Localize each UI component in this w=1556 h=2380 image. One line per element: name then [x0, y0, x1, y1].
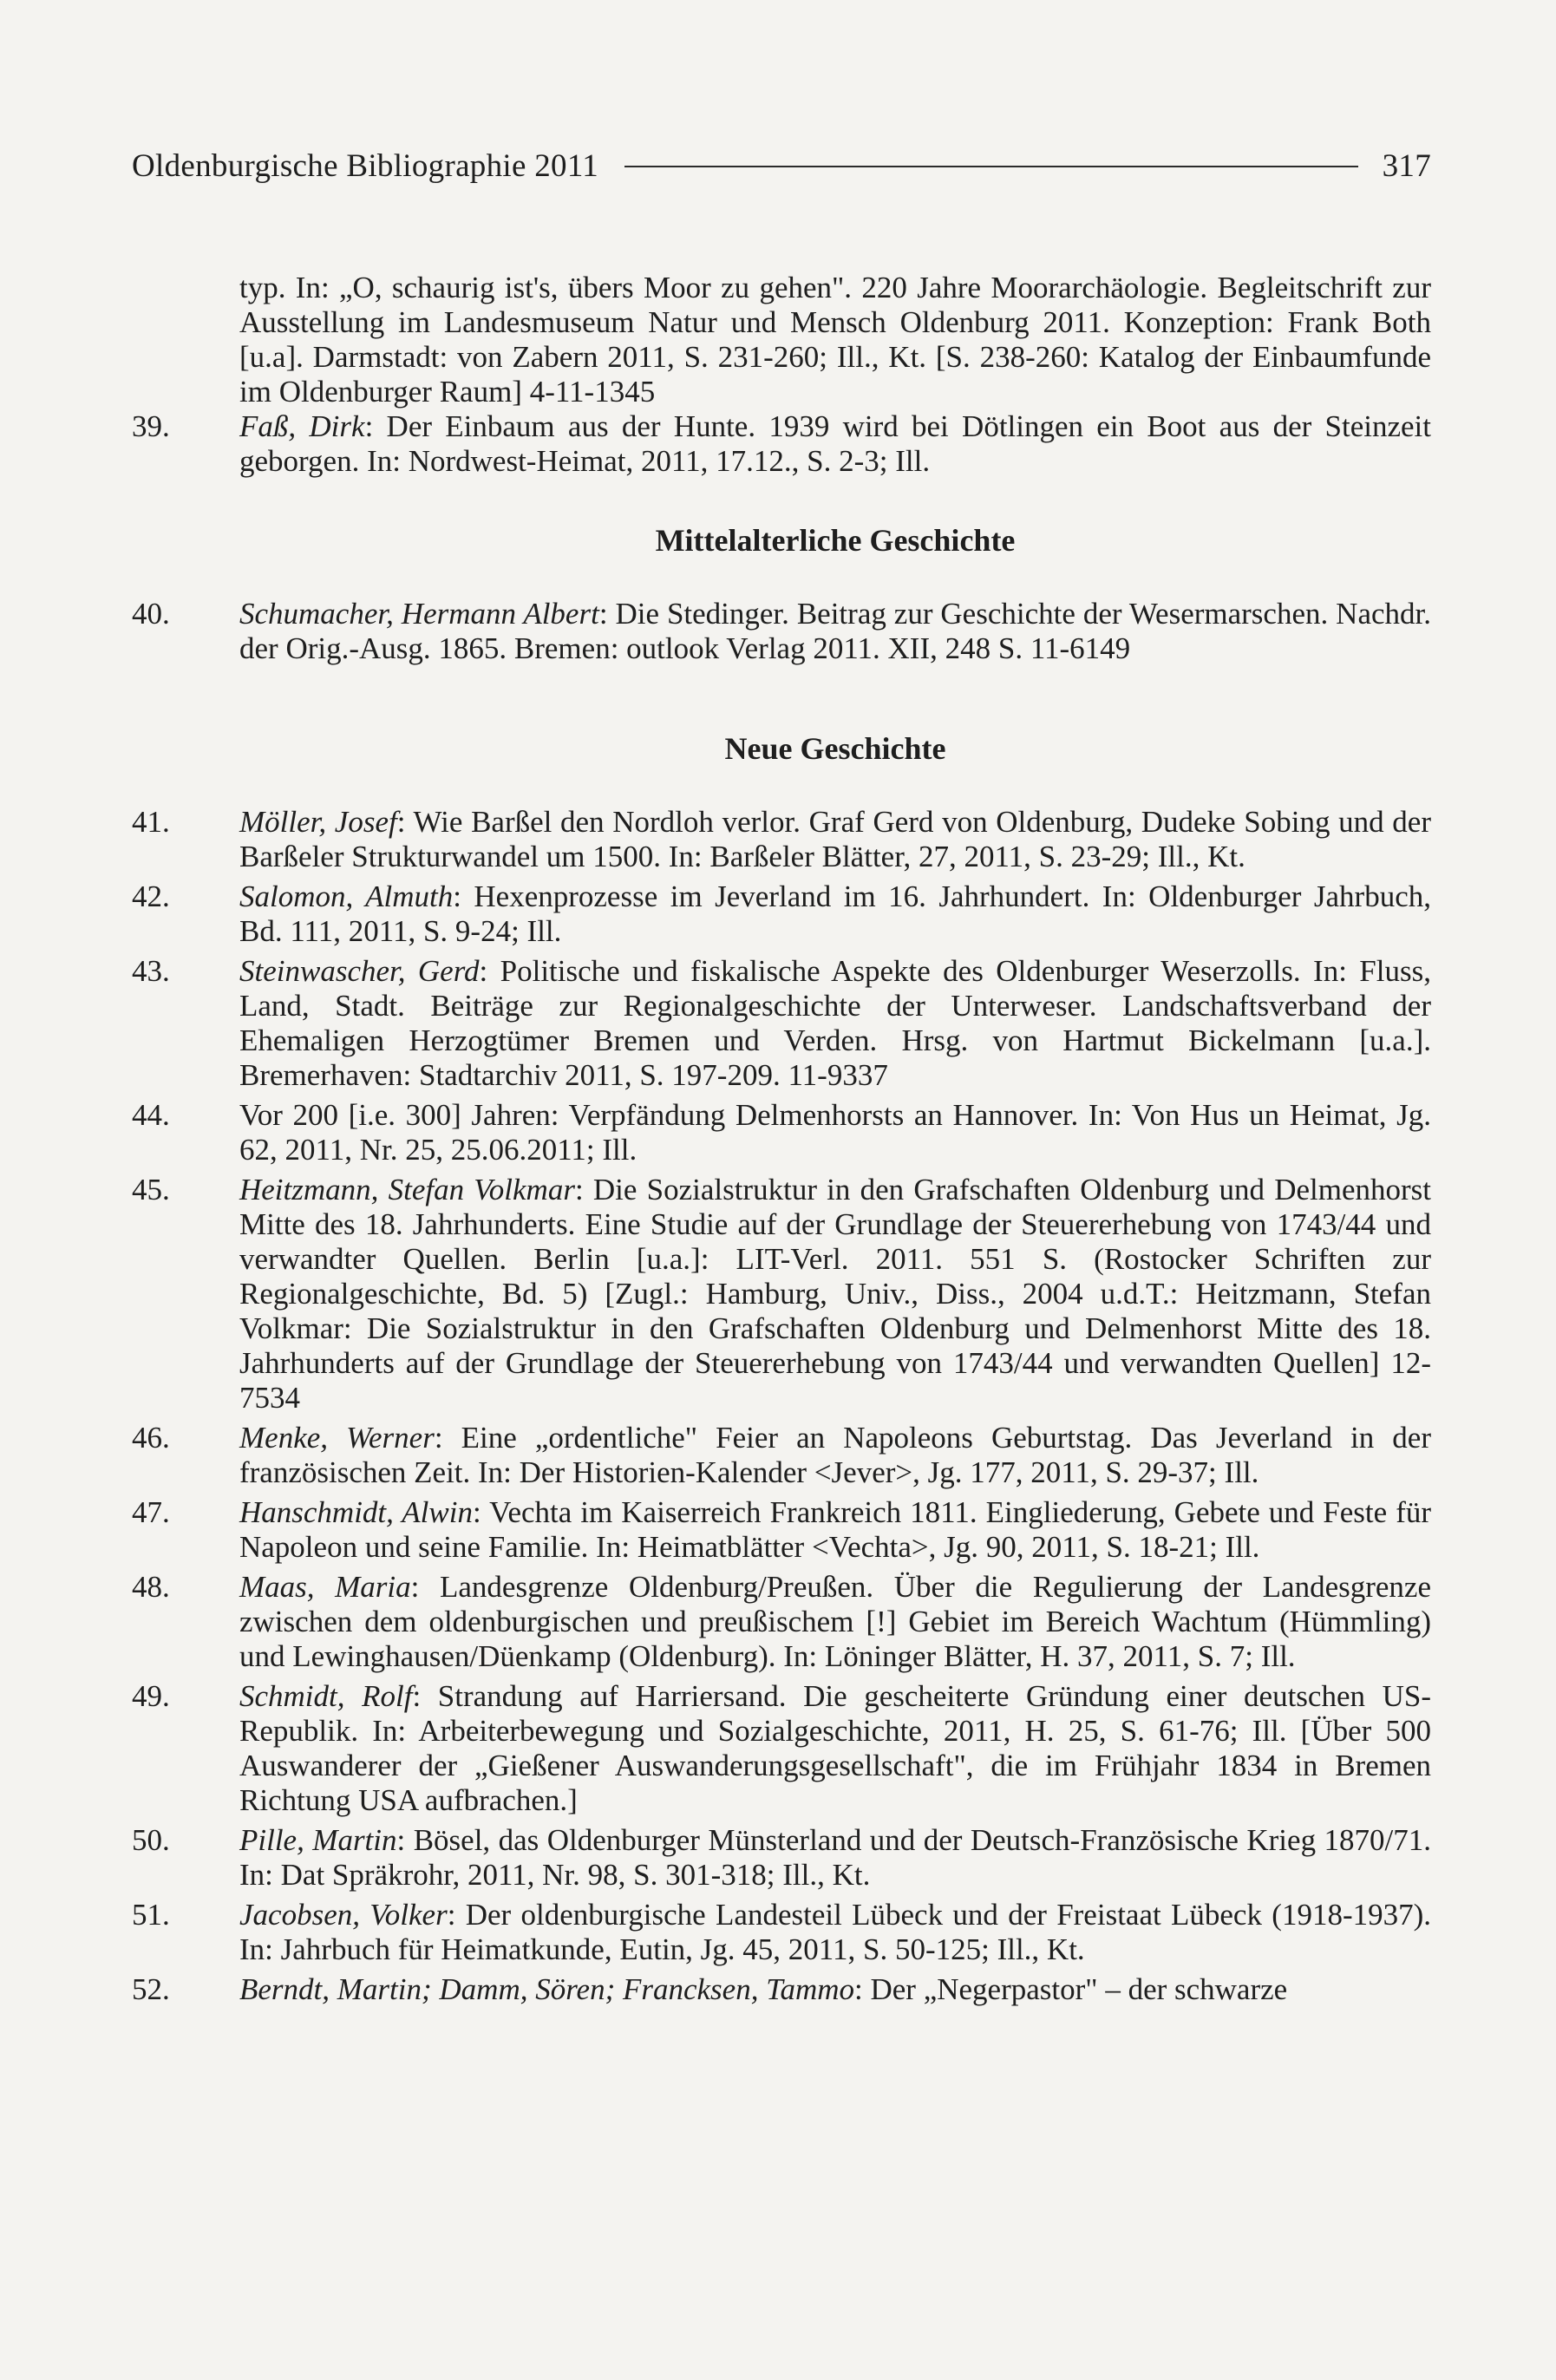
entry-text: : Landesgrenze Oldenburg/Preußen. Über die Regulierung der Landesgrenze zwischen dem oldenburgischen und preußischem [!] Gebiet im Bereich Wachtum (Hümmling) und Lewinghausen/Düenkamp (Oldenburg). In: Löninger Blätter, H. 37, 2011, S. 7; Ill.	[239, 1570, 1431, 1673]
bibliography-entry	[132, 1421, 1431, 1490]
entry-text: : Bösel, das Oldenburger Münsterland und der Deutsch-Französische Krieg 1870/71. In: Dat Spräkrohr, 2011, Nr. 98, S. 301-318; Ill., Kt.	[239, 1823, 1431, 1892]
entry-author: Möller, Josef	[239, 805, 397, 839]
entry-text: : Der oldenburgische Landesteil Lübeck und der Freistaat Lübeck (1918-1937). In: Jahrbuch für Heimatkunde, Eutin, Jg. 45, 2011, S. 50-125; Ill., Kt.	[239, 1898, 1431, 1966]
entry-number: 45.	[132, 1173, 170, 1206]
header-rule	[624, 166, 1358, 167]
entry-text: : Der Einbaum aus der Hunte. 1939 wird bei Dötlingen ein Boot aus der Steinzeit geborgen. In: Nordwest-Heimat, 2011, 17.12., S. 2-3; Ill.	[239, 409, 1431, 478]
entry-body	[239, 954, 1431, 1093]
bibliography-entry	[132, 805, 1431, 874]
entry-text: : Wie Barßel den Nordloh verlor. Graf Gerd von Oldenburg, Dudeke Sobing und der Barßeler Strukturwandel um 1500. In: Barßeler Blätter, 27, 2011, S. 23-29; Ill., Kt.	[239, 805, 1432, 873]
entry-body	[239, 1679, 1431, 1818]
bibliography-content	[132, 271, 1431, 2007]
continuation-entry	[132, 271, 1431, 409]
entry-number: 51.	[132, 1898, 170, 1932]
bibliography-entry	[132, 1823, 1431, 1893]
bibliography-entry	[132, 1972, 1431, 2007]
entry-number: 42.	[132, 879, 170, 913]
entry-text: : Hexenprozesse im Jeverland im 16. Jahrhundert. In: Oldenburger Jahrbuch, Bd. 111, 2011, S. 9-24; Ill.	[239, 879, 1431, 948]
bibliography-entry	[132, 1570, 1431, 1674]
entry-number: 50.	[132, 1823, 170, 1857]
entry-body	[239, 805, 1431, 874]
page-number: 317	[1382, 148, 1431, 184]
bibliography-entry	[132, 1898, 1431, 1967]
entry-text: Vor 200 [i.e. 300] Jahren: Verpfändung Delmenhorsts an Hannover. In: Von Hus un Heimat, Jg. 62, 2011, Nr. 25, 25.06.2011; Ill.	[239, 1098, 1431, 1167]
entry-body	[239, 1098, 1431, 1167]
entry-author: Salomon, Almuth	[239, 879, 454, 913]
entry-body	[239, 1823, 1431, 1893]
entry-number: 39.	[132, 409, 170, 443]
entry-author: Faß, Dirk	[239, 409, 365, 443]
entry-author: Maas, Maria	[239, 1570, 411, 1604]
entry-number: 52.	[132, 1972, 170, 2006]
bibliography-entry	[132, 954, 1431, 1093]
entry-body	[239, 1972, 1431, 2007]
bibliography-entry	[132, 597, 1431, 666]
entry-author: Pille, Martin	[239, 1823, 397, 1857]
entry-text: : Vechta im Kaiserreich Frankreich 1811. Eingliederung, Gebete und Feste für Napoleon und seine Familie. In: Heimatblätter <Vechta>, Jg. 90, 2011, S. 18-21; Ill.	[239, 1495, 1432, 1564]
entry-text: : Die Stedinger. Beitrag zur Geschichte der Wesermarschen. Nachdr. der Orig.-Ausg. 1865. Bremen: outlook Verlag 2011. XII, 248 S. 11-6149	[239, 597, 1432, 665]
entry-author: Schmidt, Rolf	[239, 1679, 413, 1713]
entry-body	[239, 1570, 1431, 1674]
bibliography-entry	[132, 1495, 1431, 1565]
bibliography-entry	[132, 1679, 1431, 1818]
entry-author: Heitzmann, Stefan Volkmar	[239, 1173, 575, 1206]
entry-text: typ. In: „O, schaurig ist's, übers Moor zu gehen". 220 Jahre Moorarchäologie. Begleitschrift zur Ausstellung im Landesmuseum Natur und Mensch Oldenburg 2011. Konzeption: Frank Both [u.a]. Darmstadt: von Zabern 2011, S. 231-260; Ill., Kt. [S. 238-260: Katalog der Einbaumfunde im Oldenburger Raum] 4-11-1345	[239, 271, 1431, 409]
section-heading: Neue Geschichte	[724, 731, 946, 766]
entry-author: Hanschmidt, Alwin	[239, 1495, 473, 1529]
entry-number	[132, 271, 239, 409]
entry-author: Berndt, Martin; Damm, Sören; Francksen, Tammo	[239, 1972, 855, 2006]
entry-body	[239, 1421, 1431, 1490]
entry-body	[239, 409, 1431, 479]
entry-author: Schumacher, Hermann Albert	[239, 597, 599, 631]
bibliography-entry	[132, 879, 1431, 949]
entry-body	[239, 1495, 1431, 1565]
bibliography-entry	[132, 409, 1431, 479]
entry-body	[239, 597, 1431, 666]
entry-number: 44.	[132, 1098, 170, 1132]
entry-author: Jacobsen, Volker	[239, 1898, 448, 1932]
running-title: Oldenburgische Bibliographie 2011	[132, 148, 599, 184]
bibliography-entry	[132, 1173, 1431, 1416]
entry-text: : Eine „ordentliche" Feier an Napoleons Geburtstag. Das Jeverland in der französischen Zeit. In: Der Historien-Kalender <Jever>, Jg. 177, 2011, S. 29-37; Ill.	[239, 1421, 1431, 1489]
page-header	[132, 147, 1431, 185]
entry-number: 43.	[132, 954, 170, 988]
entry-number: 49.	[132, 1679, 170, 1713]
entry-text: : Strandung auf Harriersand. Die gescheiterte Gründung einer deutschen US-Republik. In: Arbeiterbewegung und Sozialgeschichte, 2011, H. 25, S. 61-76; Ill. [Über 500 Auswanderer der „Gießener Auswanderungsgesellschaft", die im Frühjahr 1834 in Bremen Richtung USA aufbrachen.]	[239, 1679, 1431, 1817]
entry-text: : Die Sozialstruktur in den Grafschaften Oldenburg und Delmenhorst Mitte des 18. Jahrhunderts. Eine Studie auf der Grundlage der Steuererhebung von 1743/44 und verwandter Quellen. Berlin [u.a.]: LIT-Verl. 2011. 551 S. (Rostocker Schriften zur Regionalgeschichte, Bd. 5) [Zugl.: Hamburg, Univ., Diss., 2004 u.d.T.: Heitzmann, Stefan Volkmar: Die Sozialstruktur in den Grafschaften Oldenburg und Delmenhorst Mitte des 18. Jahrhunderts auf der Grundlage der Steuererhebung von 1743/44 und verwandten Quellen] 12-7534	[239, 1173, 1431, 1415]
entry-author: Menke, Werner	[239, 1421, 435, 1455]
section-heading: Mittelalterliche Geschichte	[655, 523, 1016, 558]
entry-number: 40.	[132, 597, 170, 631]
bibliography-entry	[132, 1098, 1431, 1167]
entry-number: 47.	[132, 1495, 170, 1529]
entry-body	[239, 1173, 1431, 1416]
entry-author: Steinwascher, Gerd	[239, 954, 480, 988]
entry-body	[239, 879, 1431, 949]
entry-text: : Politische und fiskalische Aspekte des Oldenburger Weserzolls. In: Fluss, Land, Stadt. Beiträge zur Regionalgeschichte der Unterweser. Landschaftsverband der Ehemaligen Herzogtümer Bremen und Verden. Hrsg. von Hartmut Bickelmann [u.a.]. Bremerhaven: Stadtarchiv 2011, S. 197-209. 11-9337	[239, 954, 1431, 1092]
entry-number: 48.	[132, 1570, 170, 1604]
entry-text: : Der „Negerpastor" – der schwarze	[854, 1972, 1288, 2006]
entry-number: 41.	[132, 805, 170, 839]
entry-body	[239, 1898, 1431, 1967]
entry-number: 46.	[132, 1421, 170, 1455]
